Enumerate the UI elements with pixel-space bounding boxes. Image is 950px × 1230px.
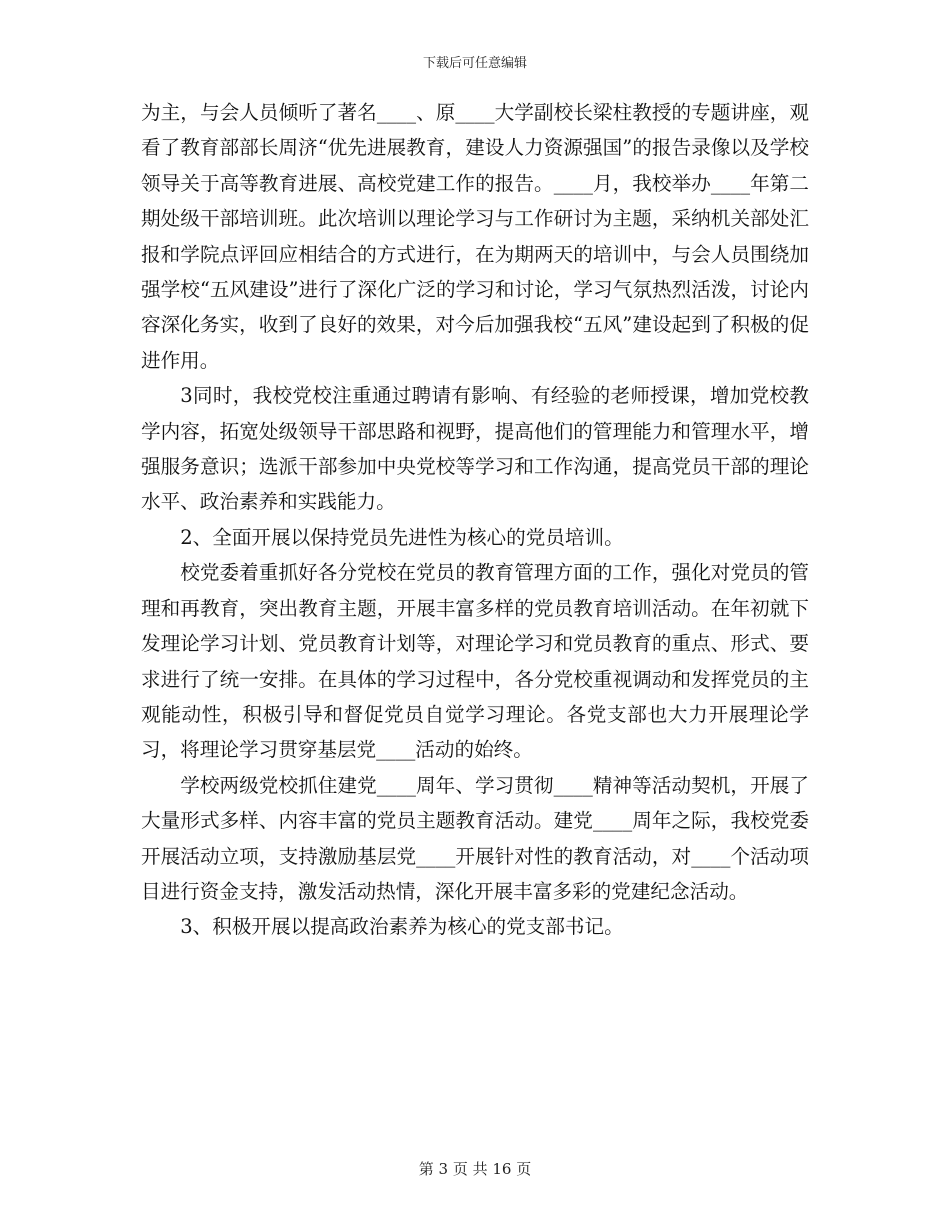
paragraph-party-school-training: 3同时，我校党校注重通过聘请有影响、有经验的老师授课，增加党校教学内容，拓宽处级领导干部思路和视野，提高他们的管理能力和管理水平，增强服务意识；选派干部参加中央党校等学习和工作沟通，提高党员干部的理论水平、政治素养和实践能力。 — [141, 384, 809, 514]
document-body — [141, 95, 809, 945]
section-heading-2: 2、全面开展以保持党员先进性为核心的党员培训。 — [180, 525, 624, 549]
paragraph-continuation: 为主，与会人员倾听了著名____、原____大学副校长梁柱教授的专题讲座，观看了教育部部长周济“优先进展教育，建设人力资源强国”的报告录像以及学校领导关于高等教育进展、高校党建工作的报告。____月，我校举办____年第二期处级干部培训班。此次培训以理论学习与工作研讨为主题，采纳机关部处汇报和学院点评回应相结合的方式进行，在为期两天的培训中，与会人员围绕加强学校“五风建设”进行了深化广泛的学习和讨论，学习气氛热烈活泼，讨论内容深化务实，收到了良好的效果，对今后加强我校“五风”建设起到了积极的促进作用。 — [141, 101, 809, 372]
page-number: 第 3 页 共 16 页 — [418, 1160, 532, 1178]
page-header: 下载后可任意编辑 — [422, 56, 527, 71]
section-heading-3: 3、积极开展以提高政治素养为核心的党支部书记。 — [180, 915, 624, 939]
paragraph-member-education: 校党委着重抓好各分党校在党员的教育管理方面的工作，强化对党员的管理和再教育，突出教育主题，开展丰富多样的党员教育培训活动。在年初就下发理论学习计划、党员教育计划等，对理论学习和党员教育的重点、形式、要求进行了统一安排。在具体的学习过程中，各分党校重视调动和发挥党员的主观能动性，积极引导和督促党员自觉学习理论。各党支部也大力开展理论学习，将理论学习贯穿基层党____活动的始终。 — [141, 561, 809, 762]
paragraph-theme-activities: 学校两级党校抓住建党____周年、学习贯彻____精神等活动契机，开展了大量形式多样、内容丰富的党员主题教育活动。建党____周年之际，我校党委开展活动立项，支持激励基层党____开展针对性的教育活动，对____个活动项目进行资金支持，激发活动热情，深化开展丰富多彩的党建纪念活动。 — [141, 773, 809, 903]
